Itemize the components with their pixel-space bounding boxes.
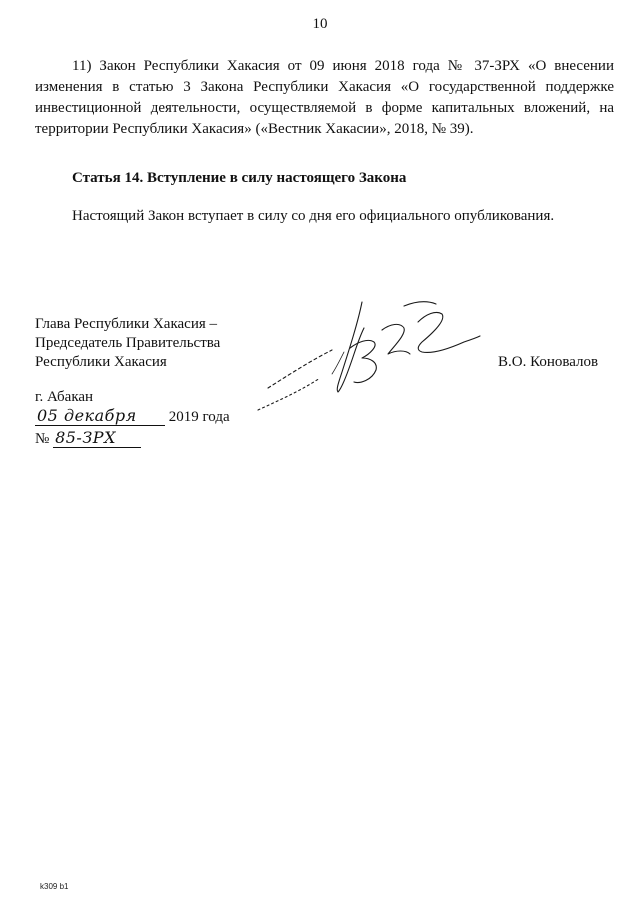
- signatory-title-line-3: Республики Хакасия: [35, 354, 167, 370]
- issue-number: [35, 428, 141, 449]
- article-14-text: Настоящий Закон вступает в силу со дня его официального опубликования.: [72, 208, 555, 224]
- footer-code: k309 b1: [40, 882, 69, 891]
- signatory-title-line-2: Председатель Правительства: [35, 335, 221, 351]
- issue-date: [35, 406, 230, 427]
- list-item-11: 11) Закон Республики Хакасия от 09 июня 2018 года № 37-ЗРХ «О внесении изменения в статью 3 Закона Республики Хакасия «О государственной поддержке инвестиционной деятельности, осуществляемой в форме капитальных вложений, на территории Республики Хакасия» («Вестник Хакасии», 2018, № 39).: [35, 58, 614, 137]
- handwritten-date: 05 декабря: [35, 406, 165, 426]
- signatory-name: В.О. Коновалов: [498, 354, 599, 370]
- signatory-title-line-1: Глава Республики Хакасия –: [35, 316, 218, 332]
- page-number: 10: [312, 16, 328, 32]
- number-sign: №: [35, 431, 50, 447]
- issue-year: 2019 года: [168, 409, 230, 425]
- issue-place: г. Абакан: [35, 389, 94, 405]
- handwritten-number: 85-ЗРХ: [53, 428, 141, 448]
- handwritten-signature: [250, 292, 490, 422]
- article-14-heading: Статья 14. Вступление в силу настоящего Закона: [72, 170, 407, 186]
- signatory-title: [35, 315, 220, 372]
